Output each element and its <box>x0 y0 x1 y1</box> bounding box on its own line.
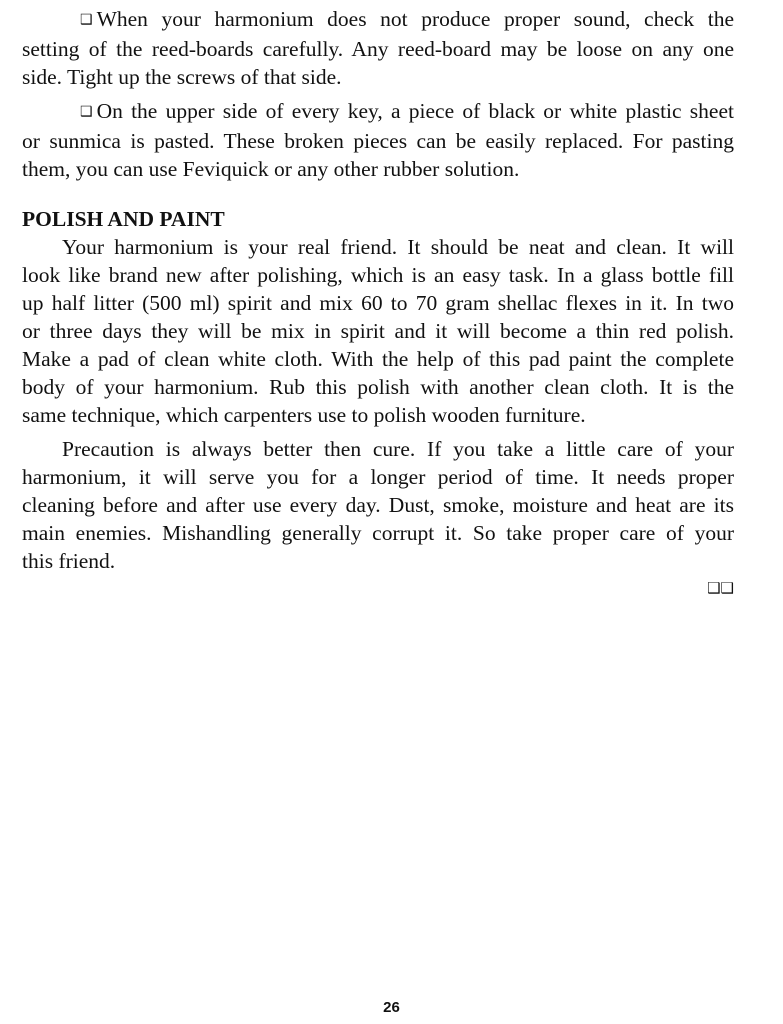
text-line: Your harmonium is your real friend. It should be neat and clean. It will <box>62 235 734 259</box>
text-line: or sunmica is pasted. These broken pieces can be easily replaced. For pasting <box>22 129 734 153</box>
text-line: them, you can use Feviquick or any other rubber solution. <box>22 157 520 181</box>
bullet-icon: ❑ <box>80 105 93 120</box>
text-line-content: On the upper side of every key, a piece of black or white plastic sheet <box>96 99 734 123</box>
body-paragraph <box>22 233 734 429</box>
text-line: same technique, which carpenters use to polish wooden furniture. <box>22 403 586 427</box>
text-line-content: When your harmonium does not produce proper sound, check the <box>96 7 734 31</box>
text-line: or three days they will be mix in spirit and it will become a thin red polish. <box>22 319 734 343</box>
text-line: cleaning before and after use every day. Dust, smoke, moisture and heat are its <box>22 493 734 517</box>
text-line: Precaution is always better then cure. If you take a little care of your <box>62 437 734 461</box>
tip-paragraph <box>22 5 734 91</box>
text-line: setting of the reed-boards carefully. Any reed-board may be loose on any one <box>22 37 734 61</box>
text-line <box>22 5 734 35</box>
text-line: side. Tight up the screws of that side. <box>22 65 342 89</box>
tip-paragraph <box>22 97 734 183</box>
text-line: body of your harmonium. Rub this polish with another clean cloth. It is the <box>22 375 734 399</box>
section-heading: POLISH AND PAINT <box>22 207 225 231</box>
text-line: harmonium, it will serve you for a longer period of time. It needs proper <box>22 465 734 489</box>
body-paragraph <box>22 435 734 575</box>
text-line: look like brand new after polishing, which is an easy task. In a glass bottle fill <box>22 263 734 287</box>
page-body <box>22 5 734 599</box>
text-line <box>22 97 734 127</box>
text-line: this friend. <box>22 549 116 573</box>
text-line: main enemies. Mishandling generally corrupt it. So take proper care of your <box>22 521 734 545</box>
text-line: up half litter (500 ml) spirit and mix 60 to 70 gram shellac flexes in it. In two <box>22 291 734 315</box>
end-of-section-marks: ❑❑ <box>707 581 734 597</box>
text-line: Make a pad of clean white cloth. With the help of this pad paint the complete <box>22 347 734 371</box>
bullet-icon: ❑ <box>80 13 93 28</box>
page-number: 26 <box>383 999 400 1016</box>
